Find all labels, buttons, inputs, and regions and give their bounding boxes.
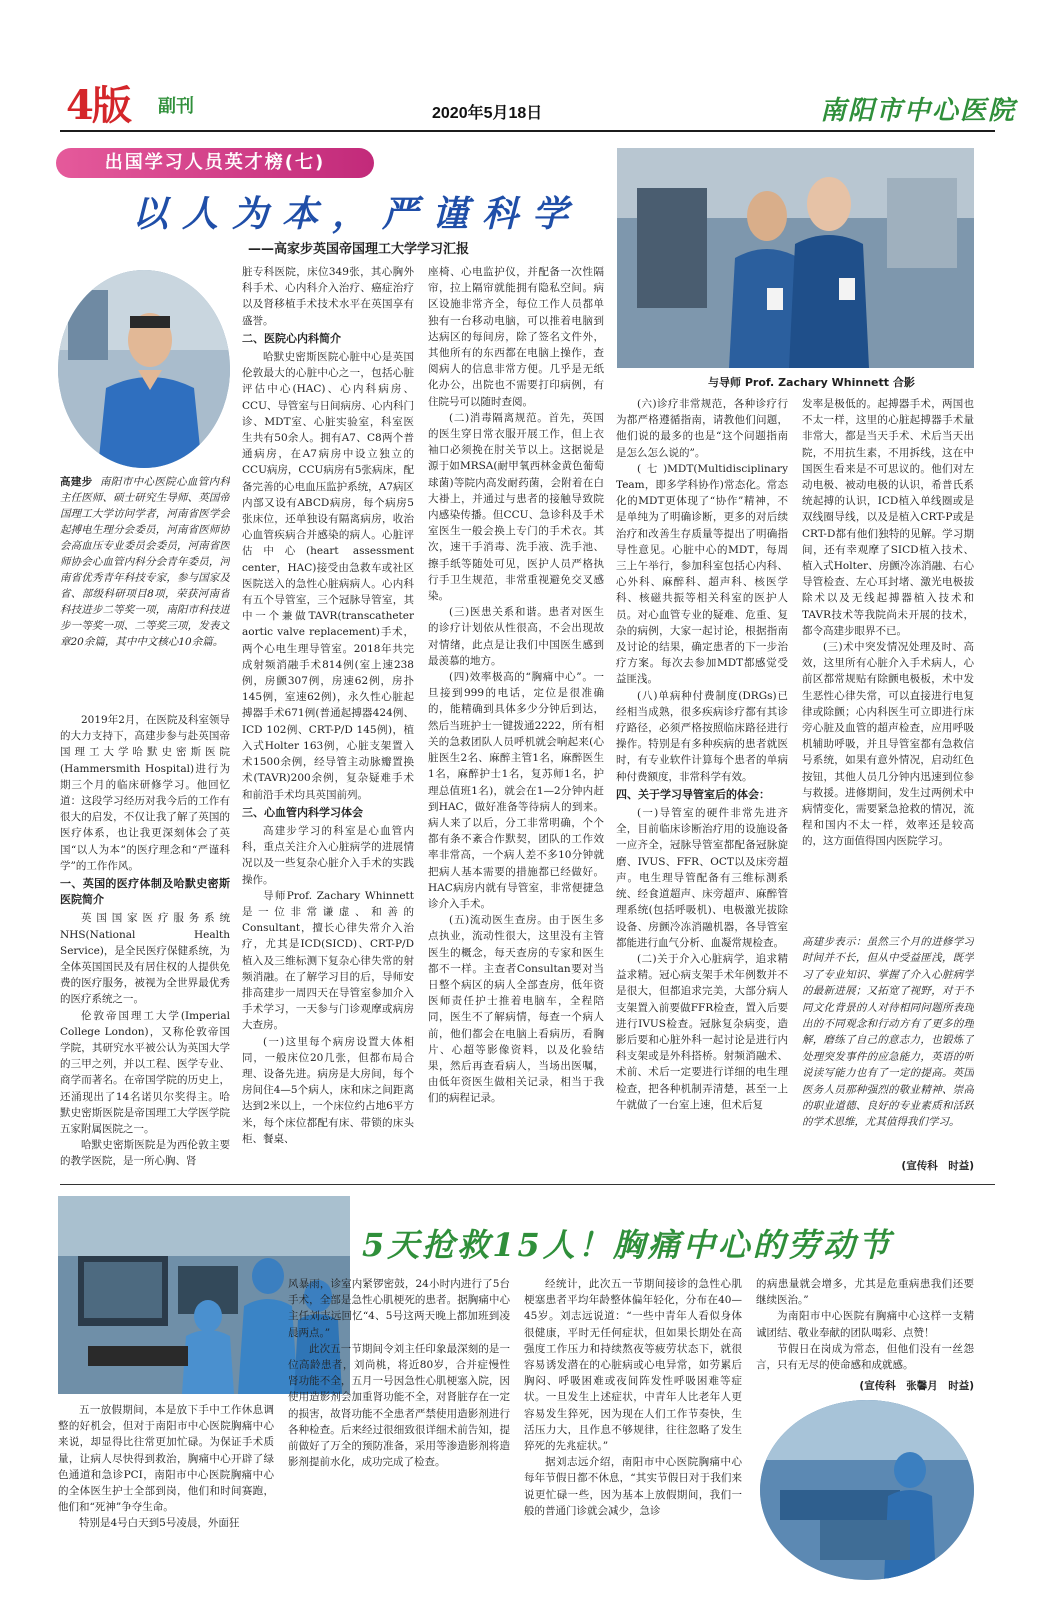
section-heading: 三、心血管内科学习体会 (242, 805, 363, 819)
paragraph: 座椅、心电监护仪，并配备一次性隔帘，拉上隔帘就能拥有隐私空间。病区设施非常齐全，每位工作人员都单独有一台移动电脑，可以推着电脑到达病区的每间房，除了签名文件外，其他所有的东西都在电脑上操作，查阅病人的信息非常方便。几乎是无纸化办公，出院也不需要打印病例，有住院号可以随时查阅。 (428, 266, 604, 408)
paragraph: (三)术中突发情况处理及时、高效，这里所有心脏介入手术病人，心前区都常规贴有除颤电极板，术中发生恶性心律失常，可以直接进行电复律或除颤；心内科医生可立即进行床旁心脏及血管的超声检查，应用呼吸机辅助呼吸，并且导管室都有急救信号系统，如果有意外情况，启动红色按钮，其他人员几分钟内迅速到位参与救援。进修期间，发生过两例术中病情变化，需要紧急抢救的情况，流程和国内不太一样，效率还是较高的，这方面值得国内医院学习。 (802, 641, 974, 848)
article-title: 以人为本，严谨科学 (132, 193, 583, 235)
article2-credit: (宣传科 张馨月 时益) (859, 1380, 974, 1392)
article2-column-3 (524, 1276, 742, 1600)
paragraph: (二)关于介入心脏病学，追求精益求精。冠心病支架手术年例数并不是很大，但都追求完美，大部分病人支架置入前要做FFR检查，置入后要进行IVUS检查。冠脉复杂病变，造影后要和心脏外科一起讨论是进行内科支架或是外科搭桥。射频消融术、术前、术后一定要进行详细的电生理检查，把各种机制弄清楚，甚至一上午就做了一台室上速，但术后复 (616, 952, 788, 1111)
paragraph: 哈默史密斯医院是为西伦敦主要的教学医院，是一所心胸、肾 (60, 1139, 230, 1168)
section-name: 副刊 (158, 96, 194, 117)
article-column-5 (802, 396, 974, 924)
author-bio (60, 474, 230, 700)
bio-name: 高建步 (60, 476, 93, 488)
article-column-3 (428, 264, 604, 1182)
issue-date: 2020年5月18日 (432, 105, 543, 122)
article2-title: 5天抢救15人！胸痛中心的劳动节 (362, 1226, 893, 1264)
paragraph: 节假日在岗成为常态，但他们没有一丝怨言，只有无尽的使命感和成就感。 (756, 1342, 974, 1372)
header-rule (60, 130, 995, 132)
portrait-photo (58, 270, 230, 468)
paragraph: 为南阳市中心医院有胸痛中心这样一支精诚团结、敬业奉献的团队喝彩、点赞！ (756, 1310, 974, 1339)
paragraph: (二)消毒隔离规范。首先，英国的医生穿日常衣服开展工作，但上衣袖口必须挽在肘关节以上。这据说是源于如MRSA(耐甲氧西林金黄色葡萄球菌)等院内高发耐药菌，会附着在白大褂上，并通过与患者的接触导致院内感染传播。但CCU、急诊科及手术室医生一般会换上专门的手术衣。其次，速干手消毒、洗手液、洗手池、擦手纸等随处可见，医护人员严格执行手卫生规范，非常重视避免交叉感染。 (428, 411, 604, 603)
newspaper-logo: 南阳市中心医院 (820, 96, 1017, 126)
article-column-2 (242, 264, 414, 1182)
operating-room-photo (760, 1400, 974, 1580)
paragraph: 英国国家医疗服务系统NHS(National Health Service)，是全民医疗保健系统，为全体英国国民及有居住权的人提供免费的医疗服务，被视为全世界最优秀的医疗系统之一。 (60, 912, 230, 1006)
article-column-1 (60, 712, 230, 1182)
paragraph: 经统计，此次五一节期间接诊的急性心肌梗塞患者平均年龄整体偏年轻化，分布在40—45岁。刘志远说道：“一些中青年人看似身体很健康，平时无任何症状，但如果长期处在高强度工作压力和持续熬夜等疲劳状态下，就很容易诱发潜在的心脏病或心电异常，如劳累后胸闷、呼吸困难或夜间阵发性呼吸困难等症状。一旦发生上述症状，中青年人比老年人更容易发生猝死，因为现在人们工作节奏快，生活压力大，且作息不够规律，往往忽略了发生猝死的先兆症状。” (524, 1278, 742, 1453)
paragraph: 导师Prof. Zachary Whinnett是一位非常谦虚、和善的Consultant，擅长心律失常介入治疗，尤其是ICD(SICD)、CRT-P/D植入及三维标测下复杂心律失常的射频消融。在了解学习目的后，导师安排高建步一周四天在导管室参加介入手术学习，一天参与门诊观摩或病房大查房。 (242, 889, 414, 1032)
paragraph: 此次五一节期间令刘主任印象最深刻的是一位高龄患者，刘尚桃，将近80岁，合并症慢性肾功能不全，五月一号因急性心肌梗塞入院，因使用造影剂会加重肾功能不全，对肾脏存在一定的损害，故肾功能不全患者严禁使用造影剂进行各种检查。后来经过很细致很详细术前告知，提前做好了万全的预防准备，采用等渗造影剂将造影剂提前水化，成功完成了检查。 (288, 1342, 510, 1469)
article-credit: (宣传科 时益) (901, 1160, 974, 1172)
paragraph: (四)效率极高的“胸痛中心”。一旦接到999的电话，定位是很准确的，能精确到具体多少分钟后到达，然后当班护士一键拨通2222，所有相关的急救团队人员呼机就会响起来(心脏医生2名、麻醉主管1名，麻醉医生1名，麻醉护士1名，复苏师1名，护理总值班1名)，就会在1—2分钟内赶到HAC，做好准备等待病人的到来。病人来了以后，分工非常明确，个个都有条不紊合作默契，团队的工作效率非常高，一个病人差不多10分钟就把病人基本需要的措施都已经做好。HAC病房内就有导管室，非常便捷急诊介入手术。 (428, 671, 604, 910)
section-heading: 四、关于学习导管室后的体会： (616, 787, 770, 801)
paragraph: 伦敦帝国理工大学(Imperial College London)，又称伦敦帝国学院，其研究水平被公认为英国大学的三甲之列，并以工程、医学专业、商学而著名。在帝国学院的历史上，还涌现出了14名诺贝尔奖得主。哈默史密斯医院是帝国理工大学医学院五家附属医院之一。 (60, 1009, 230, 1136)
article2-column-4 (756, 1276, 974, 1376)
mentor-photo (617, 148, 974, 368)
paragraph: 2019年2月，在医院及科室领导的大力支持下，高建步参与赴英国帝国理工大学哈默史密斯医院(Hammersmith Hospital)进行为期三个月的临床研修学习。他回忆道：这段学习经历对我今后的工作有很大的启发，不仅让我了解了英国的医疗体系，也让我更深刻体会了英国“以人为本”的医疗理念和“严谨科学”的工作作风。 (60, 714, 230, 872)
paragraph: (一)导管室的硬件非常先进齐全，目前临床诊断治疗用的设施设备一应齐全，冠脉导管室都配备冠脉旋磨、IVUS、FFR、OCT以及床旁超声。电生理导管配备有三维标测系统、经食道超声、床旁超声、麻醉管理系统(包括呼吸机)、电极激光拔除设备、房颤冷冻消融机器，各导管室都能进行血气分析、血凝常规检查。 (616, 807, 788, 949)
paragraph: 的病患量就会增多，尤其是危重病患我们还要继续医治。” (756, 1278, 974, 1307)
article-column-4 (616, 396, 788, 1182)
paragraph: 据刘志远介绍，南阳市中心医院胸痛中心每年节假日都不休息，“其实节假日对于我们来说更忙碌一些，因为基本上放假期间，我们一般的普通门诊就会减少，急诊 (524, 1456, 742, 1517)
mentor-photo-caption: 与导师 Prof. Zachary Whinnett 合影 (708, 376, 915, 389)
paragraph: 特别是4号白天到5号凌晨，外面狂 (79, 1517, 240, 1530)
article-separator (60, 1184, 995, 1185)
closing-quote: 高建步表示：虽然三个月的进修学习时间并不长，但从中受益匪浅，既学习了专业知识、掌握了介入心脏病学的最新进展；又拓宽了视野，对于不同文化背景的人对待相同问题所表现出的不同观念和行动方有了更多的理解，磨练了自己的意志力，也锻炼了处理突发事件的应急能力，英语的听说读写能力也有了一定的提高。英国医务人员那种强烈的敬业精神、崇高的职业道德、良好的专业素质和活跃的学术思维，尤其值得我们学习。 (802, 936, 974, 1129)
paragraph: (六)诊疗非常规范，各种诊疗行为都严格遵循指南，请教他们问题，他们说的最多的也是“这个问题指南是怎么怎么说的”。 (616, 398, 788, 459)
paragraph: 风暴雨，诊室内紧锣密鼓，24小时内进行了5台手术，全部是急性心肌梗死的患者。据胸痛中心主任刘志远回忆“4、5号这两天晚上都加班到凌晨两点。” (288, 1278, 510, 1339)
paragraph: 脏专科医院，床位349张，其心胸外科手术、心内科介入治疗、癌症治疗以及肾移植手术技术水平在英国享有盛誉。 (242, 266, 414, 327)
paragraph: (七)MDT(Multidisciplinary Team，即多学科协作)常态化。常态化的MDT更体现了“协作”精神，不是单纯为了明确诊断，更多的对后续治疗和改善生存质量等提出了明确指导性意见。心脏中心的MDT，每周三上午举行，参加科室包括心内科、心外科、麻醉科、超声科、核医学科、核磁共振等相关科室的医护人员。对心血管专业的疑难、危重、复杂的病例，大家一起讨论，根据指南及讨论的结果，确定患者的下一步治疗方案。每次去参加MDT都感觉受益匪浅。 (616, 462, 788, 686)
paragraph: (一)这里每个病房设置大体相同，一般床位20几张，但都布局合理、设备先进。病房是大房间，每个房间住4—5个病人，床和床之间距离达到2米以上，一个床位约占地6平方米，每个床位都配有床、带锁的床头柜、餐桌、 (242, 1035, 414, 1145)
article2-column-2 (288, 1276, 510, 1600)
paragraph: 五一放假期间，本是放下手中工作休息调整的好机会，但对于南阳市中心医院胸痛中心来说，却显得比往常更加忙碌。为保证手术质量，让病人尽快得到救治，胸痛中心开辟了绿色通道和急诊PCI，南阳市中心医院胸痛中心的全体医生护士全部到岗，他们和时间赛跑，他们和“死神”争夺生命。 (58, 1404, 274, 1514)
section-heading: 二、医院心内科简介 (242, 331, 341, 345)
series-banner: 出国学习人员英才榜(七) (56, 148, 374, 178)
paragraph: 高建步学习的科室是心血管内科，重点关注介入心脏病学的进展情况以及一些复杂心脏介入手术的实践操作。 (242, 824, 414, 886)
article-subtitle: ——高家步英国帝国理工大学学习汇报 (248, 242, 470, 257)
section-heading: 一、英国的医疗体制及哈默史密斯医院简介 (60, 877, 230, 907)
paragraph: 发率是极低的。起搏器手术，两国也不太一样，这里的心脏起搏器手术量非常大，都是当天手术、术后当天出院，不用抗生素，不用拆线，这在中国医生看来是不可思议的。他们对左动电极、被动电极的认识，希普氏系统起搏的认识，ICD植入单线圈或是双线圈导线，以及是植入CRT-P或是CRT-D都有他们独特的见解。学习期间，还有幸观摩了SICD植入技术、植入式Holter、房颤冷冻消融、右心导管检查、左心耳封堵、激光电极拔除术以及无线起搏器植入技术和TAVR技术等我院尚未开展的技术，都令高建步眼界不已。 (802, 398, 974, 637)
paragraph: (三)医患关系和谐。患者对医生的诊疗计划依从性很高，不会出现故对情绪，此点是让我们中国医生感到最羡慕的地方。 (428, 606, 604, 667)
article2-column-1 (58, 1402, 274, 1600)
paragraph: (五)流动医生查房。由于医生多点执业，流动性很大，这里没有主管医生的概念，每天查房的专家和医生都不一样。主查者Consultan要对当日整个病区的病人全部查房，低年资医师责任护士推着电脑车，全程陪同，医生不了解病情，每查一个病人前，他们都会在电脑上看病历，看胸片、心超等影像资料，以及化验结果，然后再查看病人，当场出医嘱，由低年资医生做相关记录，相当于我们的病程记录。 (428, 914, 604, 1105)
paragraph: 哈默史密斯医院心脏中心是英国伦敦最大的心脏中心之一，包括心脏评估中心(HAC)、心内科病房、CCU、导管室与日间病房、心内科门诊、MDT室、心脏实验室，科室医生共有50余人。拥有A7、C8两个普通病房，在A7病房中设立独立的CCU病房，CCU病房有5张病床，配备完善的心电血压监护系统，A7病区内部又设有ABCD病房，每个病房5张床位，还单独设有隔离病房，收治心血管疾病合并感染的病人。心脏评估中心(heart assessment center，HAC)接受由急救车或社区医院送入的急性心脏病病人。心内科有五个导管室，三个冠脉导管室，其中一个兼做TAVR(transcatheter aortic valve replacement)手术，两个心电生理导管室。2018年共完成射频消融手术814例(室上速238例，房颤307例，房速62例，房扑145例，室速62例)，永久性心脏起搏器手术671例(普通起搏器424例、ICD 102例、CRT-P/D 145例)，植入式Holter 163例，心脏支架置入术1500余例，经导管主动脉瓣置换术(TAVR)200余例，复杂疑难手术和前沿手术均具英国前列。 (242, 351, 414, 801)
issue-number: 4版 (66, 82, 130, 129)
bio-text: 南阳市中心医院心血管内科主任医师、硕士研究生导师、英国帝国理工大学访问学者，河南省医学会起搏电生理分会委员，河南省医师协会高血压专业委员会委员，河南省医师协会心血管内科分会青年委员，河南省优秀青年科技专家，参与国家及省、部级科研项目8项，荣获河南省科技进步二等奖一项，南阳市科技进步一等奖一项、二等奖三项，发表文章20余篇，其中中文核心10余篇。 (60, 476, 230, 648)
paragraph: (八)单病种付费制度(DRGs)已经相当成熟，很多疾病诊疗都有其诊疗路径，必须严格按照临床路径进行操作。特别是有多种疾病的患者就医时，有专业软件计算每个患者的单病种付费额度，非常科学有效。 (616, 689, 788, 783)
